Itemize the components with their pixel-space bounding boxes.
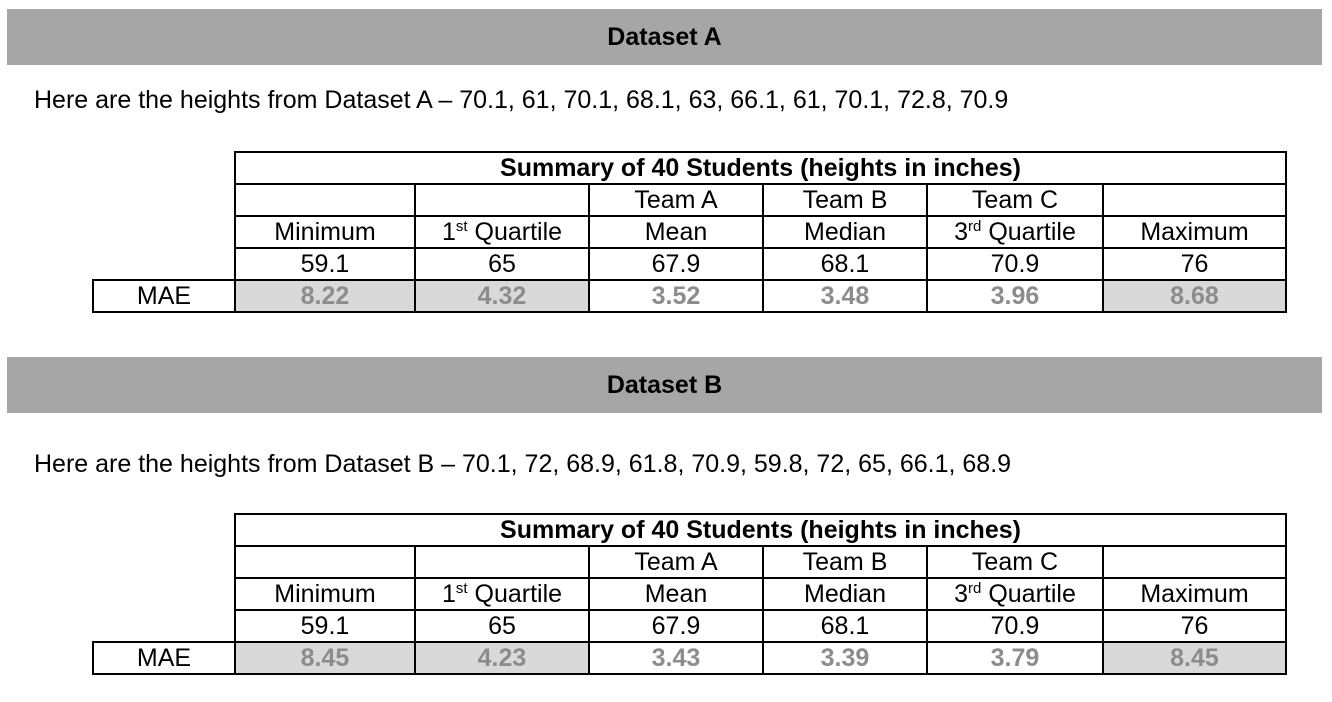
stat-minimum: Minimum [235, 578, 415, 610]
dataset-b-banner [7, 357, 1322, 413]
mae-third-quartile: 3.79 [927, 642, 1103, 674]
dataset-a-intro: Here are the heights from Dataset A – 70.1, 61, 70.1, 68.1, 63, 66.1, 61, 70.1, 72.8, 70.9 [34, 86, 1009, 114]
mae-mean: 3.43 [589, 642, 763, 674]
stat-mean: Mean [589, 216, 763, 248]
value-maximum: 76 [1103, 610, 1286, 642]
value-third-quartile: 70.9 [927, 248, 1103, 280]
mae-first-quartile: 4.32 [415, 280, 589, 312]
team-blank-cell [415, 546, 589, 578]
dataset-a-banner [7, 9, 1322, 65]
mae-third-quartile: 3.96 [927, 280, 1103, 312]
mae-median: 3.39 [763, 642, 927, 674]
mae-maximum: 8.45 [1103, 642, 1286, 674]
stat-mean: Mean [589, 578, 763, 610]
value-median: 68.1 [763, 610, 927, 642]
dataset-a-summary-table [92, 151, 1287, 313]
value-minimum: 59.1 [235, 610, 415, 642]
mae-label: MAE [93, 280, 235, 312]
team-blank-cell [1103, 184, 1286, 216]
value-minimum: 59.1 [235, 248, 415, 280]
stat-third-quartile: 3rd Quartile [927, 216, 1103, 248]
dataset-a-title: Dataset A [607, 22, 722, 51]
team-blank-cell [235, 546, 415, 578]
stat-median: Median [763, 216, 927, 248]
team-c-header: Team C [927, 184, 1103, 216]
stat-median: Median [763, 578, 927, 610]
dataset-b-title: Dataset B [606, 370, 723, 399]
table-title: Summary of 40 Students (heights in inches) [235, 152, 1286, 184]
mae-minimum: 8.45 [235, 642, 415, 674]
mae-mean: 3.52 [589, 280, 763, 312]
dataset-b-intro: Here are the heights from Dataset B – 70.1, 72, 68.9, 61.8, 70.9, 59.8, 72, 65, 66.1, 68.9 [34, 450, 1012, 478]
mae-maximum: 8.68 [1103, 280, 1286, 312]
dataset-b-summary-table [92, 513, 1287, 675]
value-median: 68.1 [763, 248, 927, 280]
value-mean: 67.9 [589, 248, 763, 280]
team-b-header: Team B [763, 546, 927, 578]
stat-first-quartile: 1st Quartile [415, 578, 589, 610]
team-blank-cell [415, 184, 589, 216]
team-blank-cell [235, 184, 415, 216]
stat-minimum: Minimum [235, 216, 415, 248]
stat-maximum: Maximum [1103, 216, 1286, 248]
team-a-header: Team A [589, 184, 763, 216]
team-blank-cell [1103, 546, 1286, 578]
team-b-header: Team B [763, 184, 927, 216]
value-first-quartile: 65 [415, 248, 589, 280]
mae-median: 3.48 [763, 280, 927, 312]
value-third-quartile: 70.9 [927, 610, 1103, 642]
value-maximum: 76 [1103, 248, 1286, 280]
stat-third-quartile: 3rd Quartile [927, 578, 1103, 610]
table-title: Summary of 40 Students (heights in inches) [235, 514, 1286, 546]
value-mean: 67.9 [589, 610, 763, 642]
team-a-header: Team A [589, 546, 763, 578]
mae-label: MAE [93, 642, 235, 674]
stat-maximum: Maximum [1103, 578, 1286, 610]
mae-first-quartile: 4.23 [415, 642, 589, 674]
stat-first-quartile: 1st Quartile [415, 216, 589, 248]
team-c-header: Team C [927, 546, 1103, 578]
value-first-quartile: 65 [415, 610, 589, 642]
mae-minimum: 8.22 [235, 280, 415, 312]
